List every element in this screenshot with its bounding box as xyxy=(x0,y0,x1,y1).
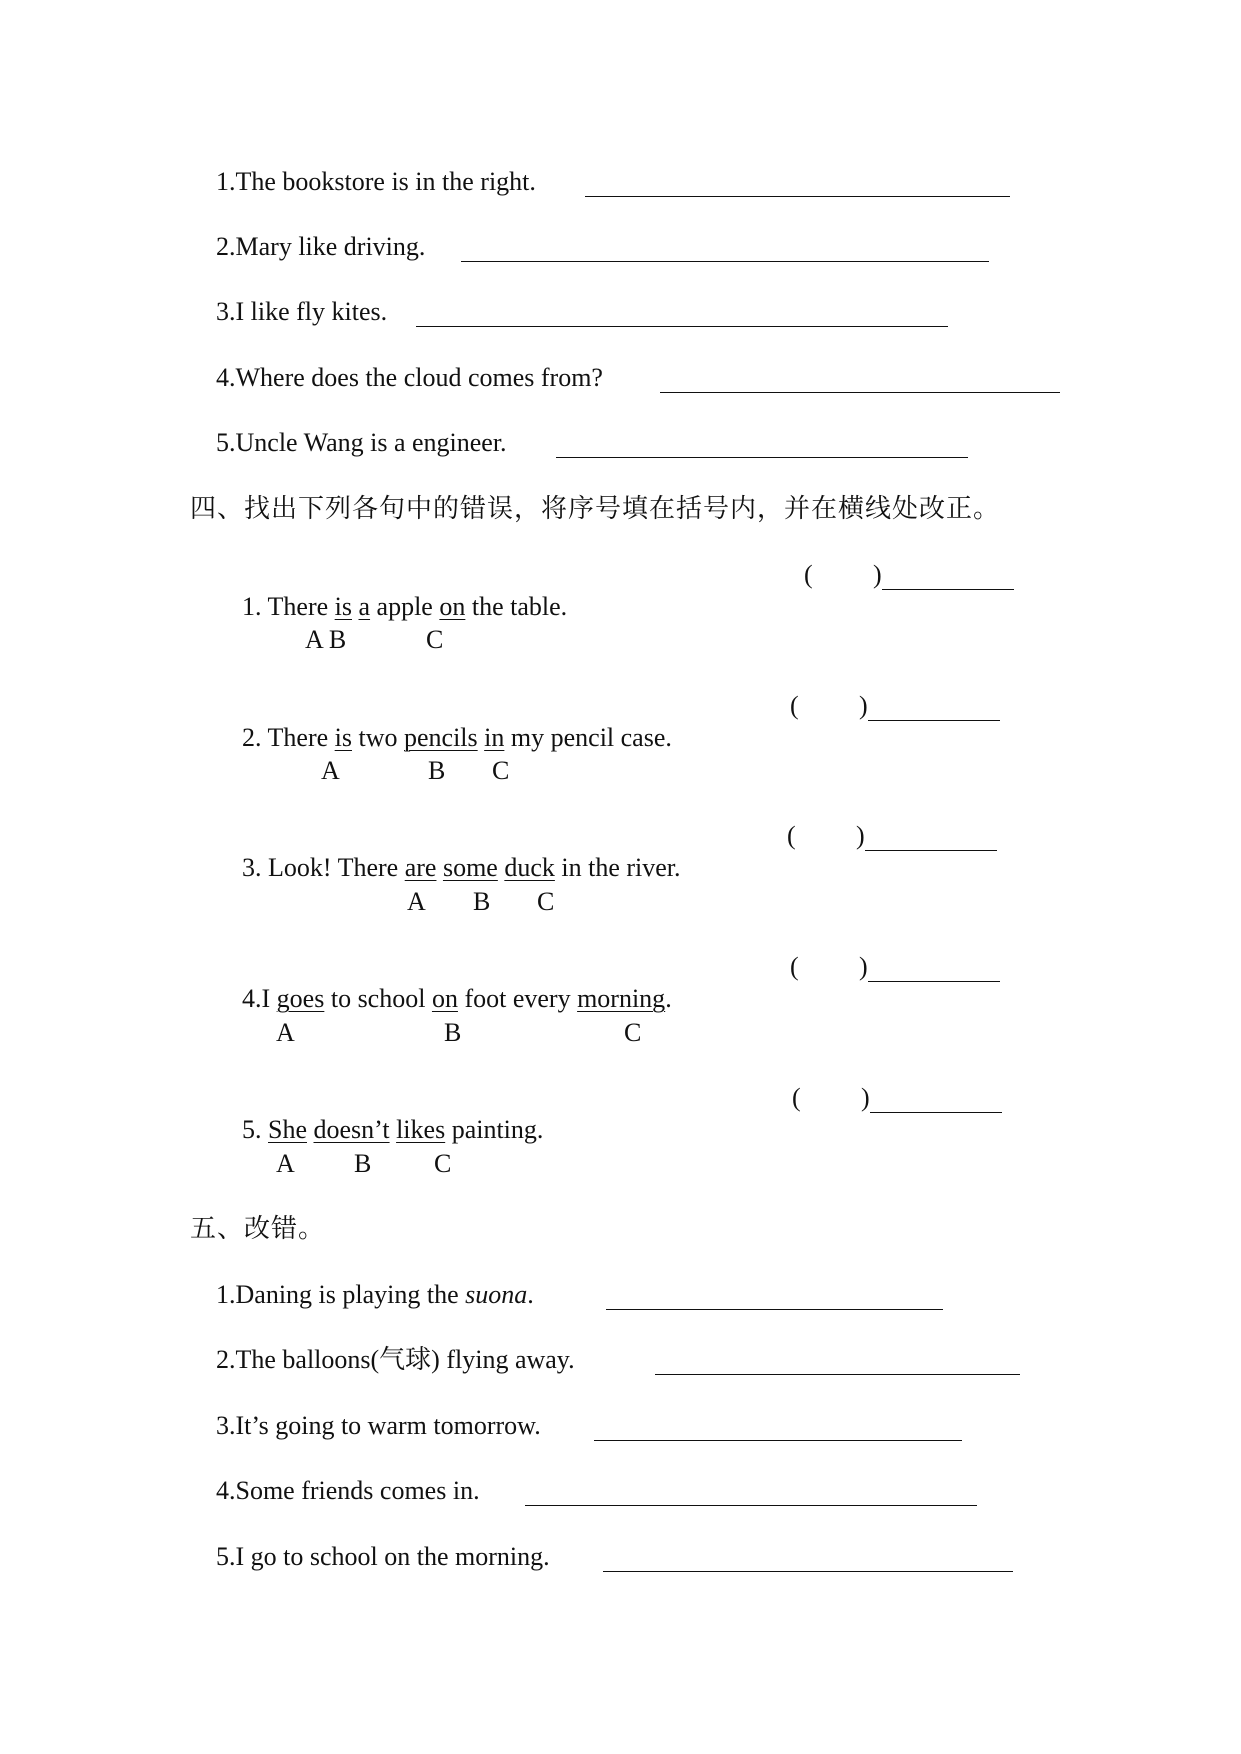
text: to school xyxy=(324,984,432,1013)
answer-paren-close: ) xyxy=(859,952,868,981)
option-label-b: B xyxy=(428,756,446,785)
answer-line-5-3[interactable] xyxy=(594,1440,962,1441)
text: two xyxy=(352,723,404,752)
option-label-b: B xyxy=(473,887,491,916)
marked-word-a: is xyxy=(334,723,352,752)
marked-word-c: duck xyxy=(504,853,555,882)
option-label-b: B xyxy=(444,1018,462,1047)
marked-word-a: is xyxy=(334,592,352,621)
item-number: 4. xyxy=(242,984,262,1013)
section5-heading: 五、改错。 xyxy=(190,1214,326,1243)
text: apple xyxy=(370,592,440,621)
section4-heading: 四、找出下列各句中的错误，将序号填在括号内，并在横线处改正。 xyxy=(190,494,1001,523)
text: painting. xyxy=(445,1115,544,1144)
item-number: 5. xyxy=(242,1115,262,1144)
text: 1.Daning is playing the xyxy=(216,1280,466,1309)
correction-sentence-1 xyxy=(216,1279,534,1311)
text: 2.The balloons(气球) flying away. xyxy=(216,1345,575,1374)
marked-word-c: morning xyxy=(577,984,666,1013)
answer-line-3-5[interactable] xyxy=(556,457,968,458)
sentence-3-2: 2.Mary like driving. xyxy=(216,232,426,261)
sentence-3-4: 4.Where does the cloud comes from? xyxy=(216,363,603,392)
italic-word: suona xyxy=(465,1280,528,1309)
answer-line-4-5[interactable] xyxy=(870,1112,1002,1113)
answer-paren-close: ) xyxy=(873,560,882,589)
text: in the river. xyxy=(554,853,681,882)
marked-word-c: on xyxy=(439,592,466,621)
text: There xyxy=(261,592,335,621)
text: 3.It’s going to warm tomorrow. xyxy=(216,1411,541,1440)
answer-line-4-3[interactable] xyxy=(865,850,997,851)
answer-paren-open: ( xyxy=(790,952,799,981)
option-label-c: C xyxy=(492,756,510,785)
sentence-3-1: 1.The bookstore is in the right. xyxy=(216,167,536,196)
marked-word-a: She xyxy=(268,1115,307,1144)
option-label-ab: A B xyxy=(305,625,347,654)
answer-line-4-1[interactable] xyxy=(882,589,1014,590)
text: foot every xyxy=(457,984,578,1013)
marked-word-b: pencils xyxy=(404,723,478,752)
text: Look! There xyxy=(261,853,405,882)
text: . xyxy=(527,1280,534,1309)
answer-line-3-2[interactable] xyxy=(461,261,989,262)
error-sentence-3 xyxy=(216,820,681,916)
correction-sentence-3 xyxy=(216,1410,541,1442)
answer-paren-open: ( xyxy=(804,560,813,589)
answer-line-4-4[interactable] xyxy=(868,981,1000,982)
text: the table. xyxy=(465,592,568,621)
sentence-3-3: 3.I like fly kites. xyxy=(216,297,388,326)
answer-paren-close: ) xyxy=(856,821,865,850)
option-label-a: A xyxy=(276,1149,295,1178)
text: I xyxy=(261,984,277,1013)
answer-line-5-4[interactable] xyxy=(525,1505,977,1506)
option-label-a: A xyxy=(407,887,426,916)
answer-paren-close: ) xyxy=(861,1083,870,1112)
item-number: 2. xyxy=(242,723,262,752)
text: 4.Some friends comes in. xyxy=(216,1476,480,1505)
text: . xyxy=(665,984,672,1013)
answer-paren-open: ( xyxy=(787,821,796,850)
text: my pencil case. xyxy=(504,723,672,752)
marked-word-b: some xyxy=(442,853,498,882)
option-label-c: C xyxy=(426,625,444,654)
item-number: 1. xyxy=(242,592,262,621)
text: There xyxy=(261,723,335,752)
marked-word-c: likes xyxy=(396,1115,446,1144)
text: 5.I go to school on the morning. xyxy=(216,1542,550,1571)
option-label-a: A xyxy=(276,1018,295,1047)
option-label-a: A xyxy=(321,756,340,785)
marked-word-a: are xyxy=(404,853,437,882)
error-sentence-5 xyxy=(216,1082,543,1178)
answer-line-5-1[interactable] xyxy=(606,1309,943,1310)
answer-line-3-1[interactable] xyxy=(585,196,1010,197)
marked-word-b: on xyxy=(431,984,458,1013)
option-label-c: C xyxy=(434,1149,452,1178)
answer-line-3-3[interactable] xyxy=(416,326,948,327)
marked-word-c: in xyxy=(484,723,505,752)
option-label-c: C xyxy=(537,887,555,916)
answer-paren-open: ( xyxy=(790,691,799,720)
correction-sentence-5 xyxy=(216,1541,550,1573)
correction-sentence-4 xyxy=(216,1475,480,1507)
option-label-b: B xyxy=(354,1149,372,1178)
answer-paren-open: ( xyxy=(792,1083,801,1112)
answer-line-5-5[interactable] xyxy=(603,1571,1013,1572)
answer-paren-close: ) xyxy=(859,691,868,720)
marked-word-b: doesn’t xyxy=(313,1115,390,1144)
sentence-3-5: 5.Uncle Wang is a engineer. xyxy=(216,428,507,457)
item-number: 3. xyxy=(242,853,262,882)
correction-sentence-2 xyxy=(216,1344,575,1376)
marked-word-a: goes xyxy=(276,984,325,1013)
error-sentence-1 xyxy=(216,559,567,655)
answer-line-3-4[interactable] xyxy=(660,392,1060,393)
option-label-c: C xyxy=(624,1018,642,1047)
marked-word-b: a xyxy=(358,592,371,621)
answer-line-4-2[interactable] xyxy=(868,720,1000,721)
answer-line-5-2[interactable] xyxy=(655,1374,1020,1375)
